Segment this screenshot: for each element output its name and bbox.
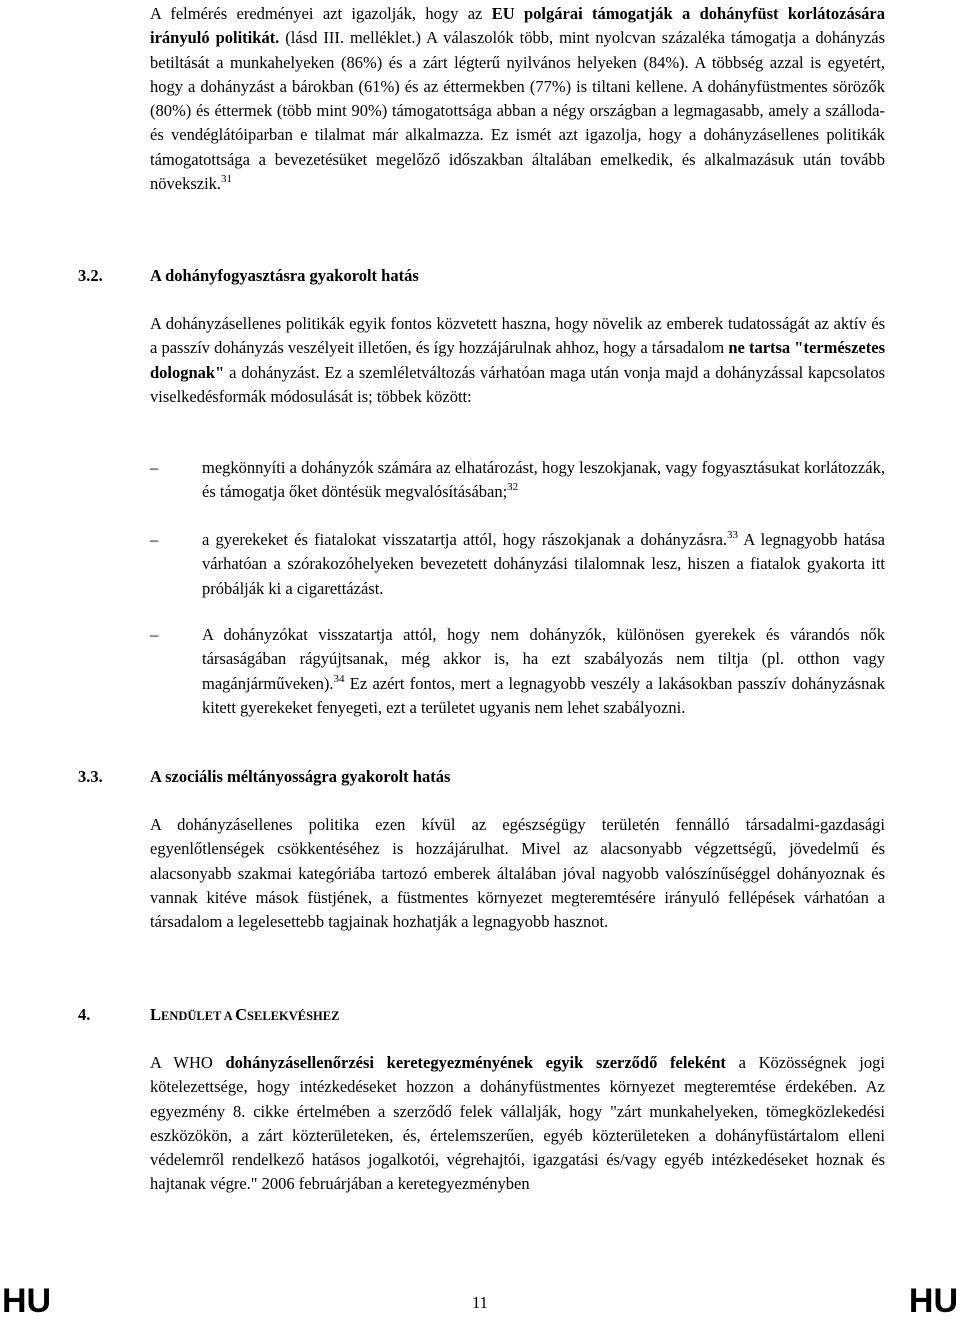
footer-lang-left: HU — [2, 1282, 52, 1320]
section-number: 4. — [78, 1005, 91, 1024]
section-number: 3.2. — [78, 266, 103, 285]
footer-lang-right: HU — [908, 1282, 958, 1320]
list-text: megkönnyíti a dohányzók számára az elhatározást, hogy leszokjanak, vagy fogyasztásukat korlátozzák, és támogatja őket döntésük megvalósításában; — [202, 458, 885, 502]
list-item — [150, 528, 885, 601]
footnote-ref: 31 — [221, 173, 233, 186]
list-item — [150, 623, 885, 720]
section-title: A szociális méltányosságra gyakorolt hatás — [150, 767, 451, 786]
title-part: SELEKVÉSHEZ — [247, 1009, 340, 1023]
footnote-ref: 34 — [333, 672, 345, 685]
section-3-3-paragraph: A dohányzásellenes politika ezen kívül az egészségügy területén fennálló társadalmi-gazdasági egyenlőtlenségek csökkentéséhez is hozzájárulhat. Mivel az alacsonyabb végzettségű, jövedelmű és alacsonyabb szakmai kategóriába tartozó emberek általában jóval nagyobb valószínűséggel dohányoznak és vannak kitéve mások füstjének, a füstmentes környezet megteremtésére irányuló fellépések várhatóan a társadalom a legelesettebb tagjainak hozhatják a legnagyobb hasznot. — [150, 815, 885, 932]
bold-run: ne tartsa "természetes dolognak" — [150, 338, 885, 382]
section-heading-3-3 — [78, 767, 450, 787]
section-heading-3-2 — [78, 266, 419, 286]
section-3-2-paragraph — [150, 312, 885, 409]
bold-run: dohányzásellenőrzési keretegyezményének egyik szerződő feleként — [225, 1053, 726, 1072]
text-run: (lásd III. melléklet.) A válaszolók több, mint nyolcvan százaléka támogatja a dohányzás betiltását a munkahelyeken (86%) és a zárt légterű nyilvános helyeken (84%). A többség azzal is egyetért, hogy a dohányzást a bárokban (61%) és az éttermekben (77%) is tiltani kellene. A dohányfüstmentes sörözők (80%) és éttermek (több mint 90%) támogatottsága abban a négy országban a legmagasabb, amely a szálloda- és vendéglátóiparban e tilalmat már alkalmazza. Ez ismét azt igazolja, hogy a dohányzásellenes politikák támogatottsága a bevezetésüket megelőző időszakban általában emelkedik, és alkalmazásuk után tovább növekszik. — [150, 28, 885, 194]
text-run: a Közösségnek jogi kötelezettsége, hogy intézkedéseket hozzon a dohányfüstmentes környezet megteremtése érdekében. Az egyezmény 8. cikke értelmében a szerződő felek vállalják, hogy "zárt munkahelyeken, tömegközlekedési eszközökön, a zárt közterületeken, és, értelemszerűen, egyéb közterületeken a dohányfüstártalom elleni védelemről rendelkező hatásos jogalkotói, végrehajtói, igazgatási és/vagy egyéb intézkedéseket hoznak és hajtanak végre." 2006 februárjában a keretegyezményben — [150, 1053, 885, 1194]
dash-bullet: – — [150, 530, 159, 549]
dash-bullet: – — [150, 458, 159, 477]
section-4-paragraph — [150, 1051, 885, 1197]
list-text-rest: Ez azért fontos, mert a legnagyobb veszély a lakásokban passzív dohányzásnak kitett gyerekeket fenyegeti, ezt a területet ugyanis nem lehet szabályozni. — [202, 673, 885, 717]
dash-bullet: – — [150, 625, 159, 644]
section-title: A dohányfogyasztásra gyakorolt hatás — [150, 266, 419, 285]
list-text: A dohányzókat visszatartja attól, hogy nem dohányzók, különösen gyerekek és várandós nők társaságában rágyújtsanak, még akkor is, ha ezt szabályozás nem tiltja (pl. otthon vagy magánjárműveken). — [202, 625, 885, 693]
text-run: A dohányzásellenes politikák egyik fontos közvetett haszna, hogy növelik az emberek tudatosságát az aktív és a passzív dohányzás veszélyeit illetően, és így hozzájárulnak ahhoz, hogy a társadalom — [150, 314, 885, 358]
list-text-rest: A legnagyobb hatása várhatóan a szórakozóhelyeken bevezetett dohányzási tilalomnak lesz, hiszen a fiatalok gyakorta itt próbálják ki a cigarettázást. — [202, 530, 885, 598]
title-part: L — [150, 1005, 162, 1024]
list-item — [150, 456, 885, 505]
text-run: A felmérés eredményei azt igazolják, hogy az — [150, 4, 492, 23]
intro-paragraph — [150, 2, 885, 196]
section-title — [150, 1005, 339, 1024]
title-part: ENDÜLET A — [161, 1009, 236, 1023]
page-number: 11 — [472, 1293, 488, 1312]
list-text: a gyerekeket és fiatalokat visszatartja attól, hogy rászokjanak a dohányzásra. — [202, 530, 728, 549]
title-part: C — [235, 1005, 248, 1024]
bold-run: EU polgárai támogatják a dohányfüst korlátozására irányuló politikát. — [150, 4, 885, 48]
footnote-ref: 33 — [727, 529, 739, 541]
text-run: A WHO — [150, 1053, 226, 1072]
footnote-ref: 32 — [507, 481, 519, 494]
section-heading-4 — [78, 1005, 339, 1025]
text-run: a dohányzást. Ez a szemléletváltozás várhatóan maga után vonja majd a dohányzással kapcsolatos viselkedésformák módosulását is; többek között: — [150, 362, 885, 406]
section-number: 3.3. — [78, 767, 103, 786]
